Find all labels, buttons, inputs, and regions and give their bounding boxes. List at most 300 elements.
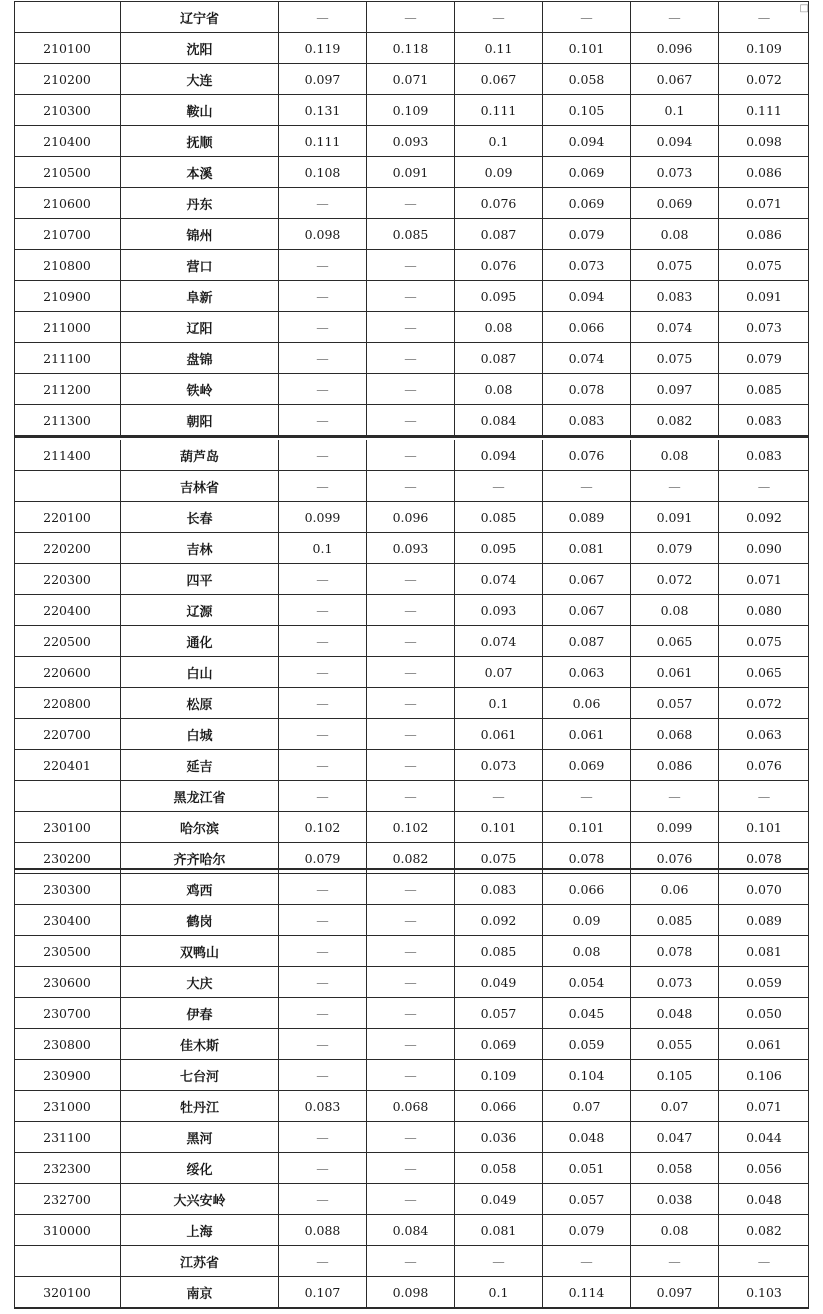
- value-cell: 0.105: [631, 1060, 719, 1090]
- value-cell: 0.081: [543, 533, 631, 563]
- value-cell: 0.084: [455, 405, 543, 435]
- value-cell: 0.076: [455, 250, 543, 280]
- value-cell: —: [367, 1153, 455, 1183]
- value-cell: 0.048: [631, 998, 719, 1028]
- table-row: [14, 719, 809, 750]
- value-cell: —: [279, 1184, 367, 1214]
- value-cell: —: [367, 1122, 455, 1152]
- value-cell: 0.048: [543, 1122, 631, 1152]
- region-code: 230100: [14, 812, 121, 842]
- table-row: [14, 502, 809, 533]
- region-code: 231000: [14, 1091, 121, 1121]
- value-cell: —: [367, 471, 455, 501]
- value-cell: —: [757, 788, 771, 804]
- table-row: [14, 967, 809, 998]
- value-cell: 0.07: [631, 1091, 719, 1121]
- value-cell: 0.067: [631, 64, 719, 94]
- value-cell: 0.099: [631, 812, 719, 842]
- value-cell: 0.131: [279, 95, 367, 125]
- value-cell: 0.069: [631, 188, 719, 218]
- value-cell: 0.050: [746, 1005, 782, 1021]
- value-cell: 0.079: [279, 843, 367, 873]
- region-code: 232300: [14, 1153, 121, 1183]
- value-cell: 0.067: [543, 564, 631, 594]
- value-cell: —: [279, 626, 367, 656]
- value-cell: 0.101: [543, 812, 631, 842]
- value-cell: —: [367, 440, 455, 470]
- table-row: [14, 936, 809, 967]
- value-cell: 0.061: [746, 1036, 782, 1052]
- value-cell: 0.066: [543, 312, 631, 342]
- table-row: [14, 533, 809, 564]
- value-cell: —: [279, 998, 367, 1028]
- value-cell: —: [279, 750, 367, 780]
- city-name: 黑河: [121, 1122, 279, 1152]
- value-cell: —: [279, 564, 367, 594]
- value-cell: 0.086: [631, 750, 719, 780]
- region-code: 220400: [14, 595, 121, 625]
- value-cell: 0.087: [543, 626, 631, 656]
- value-cell: 0.038: [631, 1184, 719, 1214]
- city-name: 辽源: [121, 595, 279, 625]
- province-name: 黑龙江省: [121, 781, 279, 811]
- table-row: [14, 281, 809, 312]
- value-cell: 0.084: [367, 1215, 455, 1245]
- value-cell: 0.071: [746, 571, 782, 587]
- city-name: 阜新: [121, 281, 279, 311]
- value-cell: —: [455, 2, 543, 32]
- value-cell: —: [279, 2, 367, 32]
- value-cell: 0.049: [455, 967, 543, 997]
- region-code: 220600: [14, 657, 121, 687]
- city-name: 吉林: [121, 533, 279, 563]
- value-cell: 0.061: [455, 719, 543, 749]
- city-name: 延吉: [121, 750, 279, 780]
- region-code: [14, 781, 121, 811]
- value-cell: 0.073: [543, 250, 631, 280]
- value-cell: —: [279, 719, 367, 749]
- city-name: 锦州: [121, 219, 279, 249]
- value-cell: 0.087: [455, 343, 543, 373]
- value-cell: 0.11: [455, 33, 543, 63]
- city-name: 本溪: [121, 157, 279, 187]
- value-cell: —: [279, 1122, 367, 1152]
- value-cell: —: [757, 9, 771, 25]
- value-cell: 0.055: [631, 1029, 719, 1059]
- value-cell: 0.075: [455, 843, 543, 873]
- value-cell: —: [543, 2, 631, 32]
- table-row: [14, 343, 809, 374]
- value-cell: 0.066: [455, 1091, 543, 1121]
- table-row: [14, 874, 809, 905]
- value-cell: —: [367, 405, 455, 435]
- value-cell: 0.091: [746, 288, 782, 304]
- value-cell: 0.086: [746, 226, 782, 242]
- value-cell: —: [367, 905, 455, 935]
- value-cell: —: [279, 1029, 367, 1059]
- value-cell: 0.106: [746, 1067, 782, 1083]
- city-name: 大庆: [121, 967, 279, 997]
- value-cell: 0.101: [455, 812, 543, 842]
- province-name: 辽宁省: [121, 2, 279, 32]
- value-cell: —: [279, 967, 367, 997]
- value-cell: 0.104: [543, 1060, 631, 1090]
- value-cell: 0.119: [279, 33, 367, 63]
- value-cell: 0.1: [279, 533, 367, 563]
- city-name: 葫芦岛: [121, 440, 279, 470]
- value-cell: 0.059: [543, 1029, 631, 1059]
- value-cell: 0.092: [746, 509, 782, 525]
- value-cell: 0.109: [367, 95, 455, 125]
- value-cell: 0.098: [279, 219, 367, 249]
- value-cell: 0.076: [631, 843, 719, 873]
- value-cell: 0.059: [746, 974, 782, 990]
- value-cell: —: [367, 781, 455, 811]
- value-cell: 0.048: [746, 1191, 782, 1207]
- value-cell: 0.079: [746, 350, 782, 366]
- table-row: [14, 657, 809, 688]
- value-cell: 0.075: [746, 633, 782, 649]
- value-cell: —: [279, 905, 367, 935]
- value-cell: —: [455, 1246, 543, 1276]
- value-cell: 0.074: [455, 626, 543, 656]
- province-row: [14, 471, 809, 502]
- region-code: 310000: [14, 1215, 121, 1245]
- value-cell: —: [279, 1246, 367, 1276]
- value-cell: —: [543, 471, 631, 501]
- value-cell: —: [367, 1184, 455, 1214]
- table-row: [14, 250, 809, 281]
- table-row: [14, 440, 809, 471]
- value-cell: 0.083: [279, 1091, 367, 1121]
- region-code: 210800: [14, 250, 121, 280]
- city-name: 哈尔滨: [121, 812, 279, 842]
- region-code: 220401: [14, 750, 121, 780]
- value-cell: 0.057: [455, 998, 543, 1028]
- region-code: 231100: [14, 1122, 121, 1152]
- table-row: [14, 157, 809, 188]
- value-cell: 0.085: [367, 219, 455, 249]
- value-cell: 0.073: [631, 157, 719, 187]
- table-row: [14, 1277, 809, 1308]
- page-break-rule: [14, 868, 809, 870]
- province-row: [14, 1246, 809, 1277]
- region-code: 220300: [14, 564, 121, 594]
- bottom-rule: [14, 1308, 809, 1309]
- value-cell: —: [367, 1060, 455, 1090]
- value-cell: 0.070: [746, 881, 782, 897]
- value-cell: 0.085: [455, 502, 543, 532]
- value-cell: 0.102: [279, 812, 367, 842]
- value-cell: 0.098: [367, 1277, 455, 1307]
- value-cell: —: [455, 781, 543, 811]
- value-cell: 0.061: [543, 719, 631, 749]
- region-code: 230400: [14, 905, 121, 935]
- region-code: 211200: [14, 374, 121, 404]
- table-row: [14, 1091, 809, 1122]
- value-cell: 0.08: [543, 936, 631, 966]
- city-name: 鹤岗: [121, 905, 279, 935]
- value-cell: —: [367, 374, 455, 404]
- region-code: 220100: [14, 502, 121, 532]
- value-cell: —: [367, 967, 455, 997]
- city-name: 沈阳: [121, 33, 279, 63]
- value-cell: 0.09: [455, 157, 543, 187]
- value-cell: 0.076: [543, 440, 631, 470]
- value-cell: —: [367, 657, 455, 687]
- value-cell: 0.093: [367, 533, 455, 563]
- table-row: [14, 750, 809, 781]
- value-cell: —: [367, 719, 455, 749]
- region-code: 210100: [14, 33, 121, 63]
- city-name: 通化: [121, 626, 279, 656]
- value-cell: 0.071: [746, 195, 782, 211]
- city-name: 抚顺: [121, 126, 279, 156]
- value-cell: 0.087: [455, 219, 543, 249]
- value-cell: 0.072: [631, 564, 719, 594]
- value-cell: 0.097: [631, 1277, 719, 1307]
- table-row: [14, 33, 809, 64]
- province-name: 吉林省: [121, 471, 279, 501]
- value-cell: 0.108: [279, 157, 367, 187]
- value-cell: 0.105: [543, 95, 631, 125]
- region-code: 211100: [14, 343, 121, 373]
- value-cell: 0.095: [455, 281, 543, 311]
- value-cell: 0.078: [746, 850, 782, 866]
- value-cell: 0.089: [543, 502, 631, 532]
- value-cell: —: [279, 595, 367, 625]
- value-cell: 0.057: [543, 1184, 631, 1214]
- city-name: 双鸭山: [121, 936, 279, 966]
- value-cell: —: [757, 1253, 771, 1269]
- value-cell: 0.094: [543, 281, 631, 311]
- city-name: 牡丹江: [121, 1091, 279, 1121]
- region-code: 230600: [14, 967, 121, 997]
- value-cell: 0.075: [746, 257, 782, 273]
- value-cell: —: [367, 564, 455, 594]
- value-cell: 0.111: [455, 95, 543, 125]
- region-code: 220200: [14, 533, 121, 563]
- value-cell: 0.080: [746, 602, 782, 618]
- province-row: [14, 781, 809, 812]
- city-name: 南京: [121, 1277, 279, 1307]
- value-cell: 0.083: [455, 874, 543, 904]
- value-cell: —: [367, 343, 455, 373]
- value-cell: —: [279, 936, 367, 966]
- value-cell: —: [367, 281, 455, 311]
- value-cell: 0.069: [455, 1029, 543, 1059]
- table-row: [14, 626, 809, 657]
- value-cell: 0.06: [631, 874, 719, 904]
- value-cell: 0.073: [746, 319, 782, 335]
- value-cell: —: [279, 874, 367, 904]
- region-code: 211300: [14, 405, 121, 435]
- value-cell: 0.058: [631, 1153, 719, 1183]
- value-cell: 0.094: [631, 126, 719, 156]
- value-cell: 0.07: [455, 657, 543, 687]
- value-cell: 0.075: [631, 250, 719, 280]
- value-cell: —: [279, 657, 367, 687]
- value-cell: 0.093: [455, 595, 543, 625]
- value-cell: —: [279, 312, 367, 342]
- value-cell: 0.1: [455, 688, 543, 718]
- value-cell: 0.067: [543, 595, 631, 625]
- value-cell: 0.079: [543, 1215, 631, 1245]
- value-cell: 0.045: [543, 998, 631, 1028]
- value-cell: 0.081: [746, 943, 782, 959]
- value-cell: 0.073: [631, 967, 719, 997]
- value-cell: 0.074: [543, 343, 631, 373]
- value-cell: —: [279, 781, 367, 811]
- table-row: [14, 1215, 809, 1246]
- value-cell: 0.091: [631, 502, 719, 532]
- corner-mark: □: [799, 3, 809, 14]
- value-cell: —: [367, 1246, 455, 1276]
- value-cell: 0.098: [746, 133, 782, 149]
- value-cell: 0.068: [631, 719, 719, 749]
- value-cell: 0.099: [279, 502, 367, 532]
- value-cell: 0.097: [279, 64, 367, 94]
- table-row: [14, 126, 809, 157]
- value-cell: —: [279, 405, 367, 435]
- value-cell: 0.090: [746, 540, 782, 556]
- value-cell: —: [279, 1153, 367, 1183]
- value-cell: 0.101: [746, 819, 782, 835]
- city-name: 上海: [121, 1215, 279, 1245]
- region-code: 230900: [14, 1060, 121, 1090]
- table-row: [14, 405, 809, 436]
- city-name: 长春: [121, 502, 279, 532]
- region-code: 220800: [14, 688, 121, 718]
- value-cell: 0.088: [279, 1215, 367, 1245]
- value-cell: 0.082: [631, 405, 719, 435]
- value-cell: —: [367, 250, 455, 280]
- city-name: 白城: [121, 719, 279, 749]
- value-cell: —: [279, 471, 367, 501]
- value-cell: 0.066: [543, 874, 631, 904]
- region-code: 230700: [14, 998, 121, 1028]
- value-cell: —: [279, 374, 367, 404]
- value-cell: 0.109: [746, 40, 782, 56]
- region-code: 210400: [14, 126, 121, 156]
- region-code: 210500: [14, 157, 121, 187]
- value-cell: 0.08: [455, 312, 543, 342]
- value-cell: 0.057: [631, 688, 719, 718]
- value-cell: —: [367, 188, 455, 218]
- value-cell: 0.063: [746, 726, 782, 742]
- value-cell: 0.061: [631, 657, 719, 687]
- value-cell: 0.056: [746, 1160, 782, 1176]
- region-code: 230300: [14, 874, 121, 904]
- value-cell: 0.047: [631, 1122, 719, 1152]
- city-name: 鞍山: [121, 95, 279, 125]
- value-cell: 0.083: [631, 281, 719, 311]
- value-cell: —: [367, 595, 455, 625]
- value-cell: 0.044: [746, 1129, 782, 1145]
- value-cell: 0.096: [367, 502, 455, 532]
- province-name: 江苏省: [121, 1246, 279, 1276]
- value-cell: 0.071: [746, 1098, 782, 1114]
- value-cell: 0.118: [367, 33, 455, 63]
- city-name: 白山: [121, 657, 279, 687]
- value-cell: —: [631, 781, 719, 811]
- table-row: [14, 188, 809, 219]
- table-row: [14, 564, 809, 595]
- value-cell: 0.091: [367, 157, 455, 187]
- city-name: 盘锦: [121, 343, 279, 373]
- value-cell: 0.096: [631, 33, 719, 63]
- value-cell: 0.072: [746, 71, 782, 87]
- value-cell: 0.051: [543, 1153, 631, 1183]
- value-cell: —: [631, 1246, 719, 1276]
- value-cell: 0.08: [631, 219, 719, 249]
- value-cell: 0.114: [543, 1277, 631, 1307]
- city-name: 绥化: [121, 1153, 279, 1183]
- value-cell: 0.085: [455, 936, 543, 966]
- value-cell: 0.076: [746, 757, 782, 773]
- value-cell: 0.081: [455, 1215, 543, 1245]
- city-name: 大连: [121, 64, 279, 94]
- value-cell: 0.109: [455, 1060, 543, 1090]
- value-cell: —: [279, 688, 367, 718]
- value-cell: 0.094: [543, 126, 631, 156]
- value-cell: 0.083: [543, 405, 631, 435]
- value-cell: —: [367, 688, 455, 718]
- value-cell: —: [631, 2, 719, 32]
- table-row: [14, 905, 809, 936]
- value-cell: 0.071: [367, 64, 455, 94]
- value-cell: 0.036: [455, 1122, 543, 1152]
- region-code: [14, 471, 121, 501]
- region-code: 210900: [14, 281, 121, 311]
- city-name: 齐齐哈尔: [121, 843, 279, 873]
- table-row: [14, 1029, 809, 1060]
- value-cell: 0.072: [746, 695, 782, 711]
- value-cell: 0.085: [746, 381, 782, 397]
- value-cell: 0.086: [746, 164, 782, 180]
- value-cell: 0.074: [631, 312, 719, 342]
- table-row: [14, 1153, 809, 1184]
- table-row: [14, 1060, 809, 1091]
- value-cell: 0.09: [543, 905, 631, 935]
- value-cell: 0.08: [631, 1215, 719, 1245]
- value-cell: —: [543, 1246, 631, 1276]
- value-cell: —: [279, 1060, 367, 1090]
- region-code: 210700: [14, 219, 121, 249]
- value-cell: 0.093: [367, 126, 455, 156]
- table-row: [14, 1122, 809, 1153]
- value-cell: 0.054: [543, 967, 631, 997]
- value-cell: 0.1: [455, 1277, 543, 1307]
- top-rule: [14, 1, 809, 2]
- value-cell: 0.103: [746, 1284, 782, 1300]
- value-cell: 0.111: [279, 126, 367, 156]
- region-code: 210300: [14, 95, 121, 125]
- value-cell: 0.068: [367, 1091, 455, 1121]
- value-cell: 0.095: [455, 533, 543, 563]
- region-code: 232700: [14, 1184, 121, 1214]
- value-cell: 0.079: [543, 219, 631, 249]
- city-name: 铁岭: [121, 374, 279, 404]
- table-row: [14, 595, 809, 626]
- value-cell: 0.092: [455, 905, 543, 935]
- value-cell: 0.078: [631, 936, 719, 966]
- value-cell: 0.083: [746, 447, 782, 463]
- value-cell: —: [367, 750, 455, 780]
- city-name: 辽阳: [121, 312, 279, 342]
- table-row: [14, 688, 809, 719]
- value-cell: 0.107: [279, 1277, 367, 1307]
